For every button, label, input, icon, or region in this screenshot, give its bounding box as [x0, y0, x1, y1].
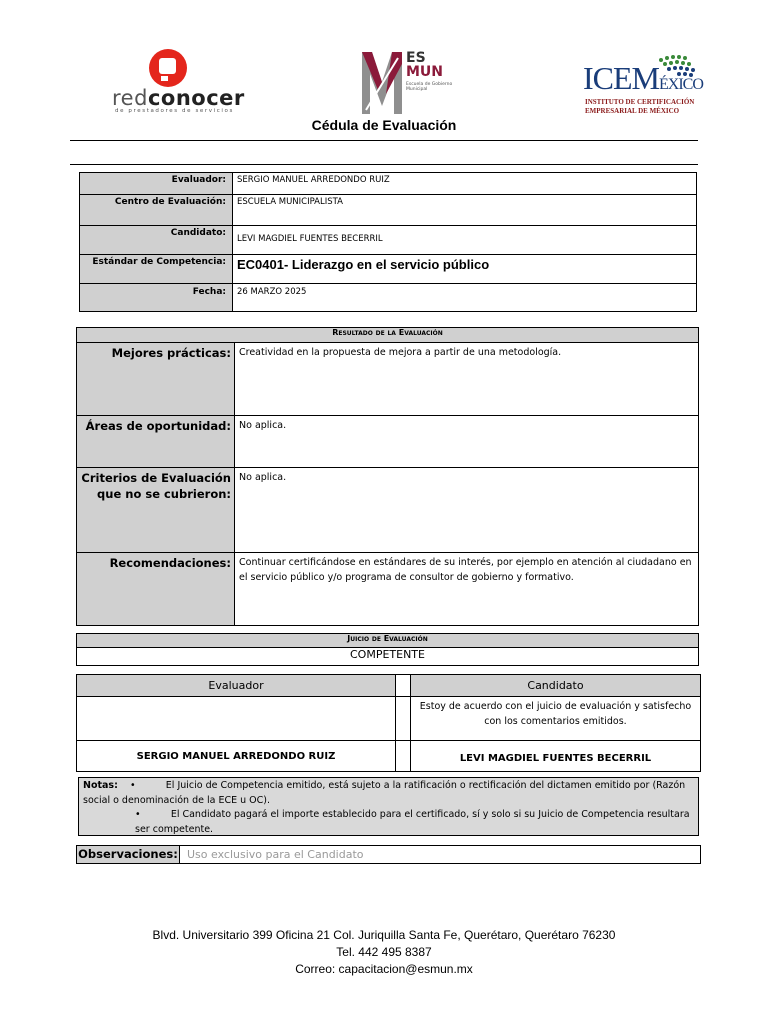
centro-value: ESCUELA MUNICIPALISTA [233, 195, 697, 226]
evaluador-name: SERGIO MANUEL ARREDONDO RUIZ [77, 741, 396, 772]
candidato-value: LEVI MAGDIEL FUENTES BECERRIL [233, 226, 697, 255]
signature-spacer [396, 741, 411, 772]
bullet-icon: • [135, 809, 141, 820]
candidato-name: LEVI MAGDIEL FUENTES BECERRIL [411, 741, 701, 772]
result-label: Áreas de oportunidad: [77, 416, 235, 468]
notes-label: Notas: [83, 780, 118, 791]
judgement-table [76, 633, 699, 666]
icem-line1: INSTITUTO DE CERTIFICACIÓN [585, 98, 695, 106]
candidato-header: Candidato [411, 675, 701, 697]
info-label: Estándar de Competencia: [80, 255, 233, 284]
top-divider [70, 140, 698, 141]
info-label: Fecha: [80, 284, 233, 312]
bullet-icon: • [129, 780, 136, 791]
candidato-statement: Estoy de acuerdo con el juicio de evaluación y satisfecho con los comentarios emitidos. [411, 697, 701, 741]
icem-main: ICEM [583, 60, 659, 96]
observations-row [76, 845, 701, 864]
result-table [76, 327, 699, 626]
signature-table [76, 674, 701, 772]
icem-suffix: ÉXICO [659, 76, 703, 93]
evaluador-header: Evaluador [77, 675, 396, 697]
mejores-practicas-value: Creatividad en la propuesta de mejora a partir de una metodología. [235, 343, 699, 416]
info-label: Centro de Evaluación: [80, 195, 233, 226]
result-label: Mejores prácticas: [77, 343, 235, 416]
observations-label: Observaciones: [77, 846, 180, 863]
esmun-sub: Escuela de Gobierno Municipal [406, 82, 453, 92]
estandar-value: EC0401- Liderazgo en el servicio público [233, 255, 697, 284]
esmun-es: ES [406, 50, 426, 66]
info-label: Evaluador: [80, 173, 233, 195]
criterios-value: No aplica. [235, 468, 699, 553]
logo-word-conocer: conocer [147, 86, 245, 110]
footer-phone: Tel. 442 495 8387 [336, 945, 432, 959]
observations-value: Uso exclusivo para el Candidato [187, 848, 364, 861]
notes-box [78, 777, 699, 836]
evaluador-value: SERGIO MANUEL ARREDONDO RUIZ [233, 173, 697, 195]
judgement-value: COMPETENTE [77, 648, 699, 666]
fecha-value: 26 MARZO 2025 [233, 284, 697, 312]
esmun-logo [358, 44, 468, 120]
footer-address: Blvd. Universitario 399 Oficina 21 Col. Juriquilla Santa Fe, Querétaro, Querétaro 76230 [152, 928, 616, 942]
result-header: Resultado de la Evaluación [77, 328, 699, 343]
icem-logo [583, 52, 703, 118]
logo-tagline: de prestadores de servicios [115, 108, 234, 114]
info-label: Candidato: [80, 226, 233, 255]
esmun-mun: MUN [406, 64, 444, 80]
logo-word-red: red [112, 86, 148, 110]
judgement-header: Juicio de Evaluación [77, 634, 699, 648]
evaluador-signature-space [77, 697, 396, 741]
areas-oportunidad-value: No aplica. [235, 416, 699, 468]
signature-spacer [396, 675, 411, 697]
redconocer-logo [112, 48, 247, 118]
info-table [79, 172, 697, 312]
note-item: El Juicio de Competencia emitido, está sujeto a la ratificación o rectificación del dictamen emitido por (Razón social o denominación de la ECE u OC). [83, 780, 686, 806]
note-item: El Candidato pagará el importe establecido para el certificado, sí y solo si su Juicio de Competencia resultara ser competente. [135, 809, 690, 835]
top-divider-2 [70, 164, 698, 165]
icem-line2: EMPRESARIAL DE MÉXICO [585, 107, 680, 115]
footer-email: Correo: capacitacion@esmun.mx [295, 962, 473, 976]
result-label: Recomendaciones: [77, 553, 235, 626]
result-label: Criterios de Evaluación que no se cubrieron: [77, 468, 235, 553]
recomendaciones-value: Continuar certificándose en estándares de su interés, por ejemplo en atención al ciudadano en el servicio público y/o programa de consultor de gobierno y formativo. [235, 553, 699, 626]
signature-spacer [396, 697, 411, 741]
page-title: Cédula de Evaluación [311, 117, 457, 133]
